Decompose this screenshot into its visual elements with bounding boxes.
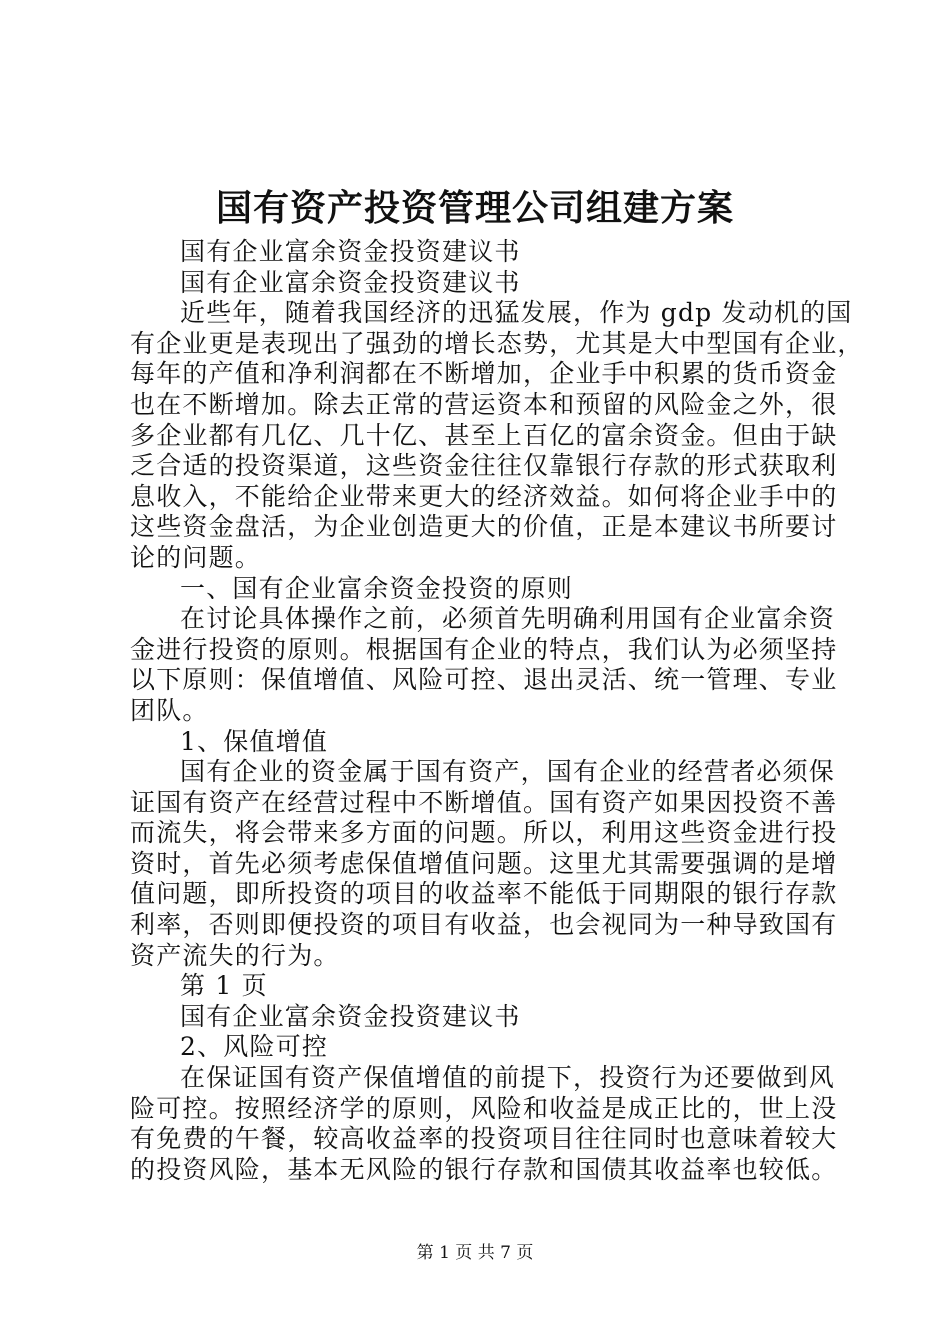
text-line: 国有企业的资金属于国有资产，国有企业的经营者必须保 xyxy=(180,757,836,787)
text-line: 的投资风险，基本无风险的银行存款和国债其收益率也较低。 xyxy=(130,1154,838,1184)
document-title: 国有资产投资管理公司组建方案 xyxy=(215,187,734,229)
text-line: 2、风险可控 xyxy=(180,1032,329,1062)
text-line: 险可控。按照经济学的原则，风险和收益是成正比的，世上没 xyxy=(130,1093,838,1123)
text-line: 论的问题。 xyxy=(130,542,262,572)
text-line: 金进行投资的原则。根据国有企业的特点，我们认为必须坚持 xyxy=(130,634,838,664)
text-line: 近些年，随着我国经济的迅猛发展，作为 gdp 发动机的国 xyxy=(180,298,853,328)
text-line: 值问题，即所投资的项目的收益率不能低于同期限的银行存款 xyxy=(130,879,838,909)
text-line: 国有企业富余资金投资建议书 xyxy=(180,237,521,266)
text-line: 第 1 页 xyxy=(180,971,268,1001)
text-line: 资产流失的行为。 xyxy=(130,940,340,970)
text-line: 而流失，将会带来多方面的问题。所以，利用这些资金进行投 xyxy=(130,818,838,848)
text-line: 资时，首先必须考虑保值增值问题。这里尤其需要强调的是增 xyxy=(130,848,838,878)
text-line: 乏合适的投资渠道，这些资金往往仅靠银行存款的形式获取利 xyxy=(130,451,838,481)
text-line: 在保证国有资产保值增值的前提下，投资行为还要做到风 xyxy=(180,1063,836,1093)
text-line: 也在不断增加。除去正常的营运资本和预留的风险金之外，很 xyxy=(130,389,838,419)
text-line: 团队。 xyxy=(130,695,209,725)
text-line: 国有企业富余资金投资建议书 xyxy=(180,267,521,297)
text-line: 有企业更是表现出了强劲的增长态势，尤其是大中型国有企业， xyxy=(130,328,864,358)
text-line: 一、国有企业富余资金投资的原则 xyxy=(180,573,574,603)
page-footer: 第 1 页 共 7 页 xyxy=(416,1243,534,1263)
text-line: 利率，否则即便投资的项目有收益，也会视同为一种导致国有 xyxy=(130,910,838,940)
document-body xyxy=(130,237,864,1185)
text-line: 每年的产值和净利润都在不断增加，企业手中积累的货币资金 xyxy=(130,359,838,389)
text-line: 证国有资产在经营过程中不断增值。国有资产如果因投资不善 xyxy=(130,787,838,817)
text-line: 息收入，不能给企业带来更大的经济效益。如何将企业手中的 xyxy=(130,481,838,511)
text-line: 多企业都有几亿、几十亿、甚至上百亿的富余资金。但由于缺 xyxy=(130,420,838,450)
text-line: 有免费的午餐，较高收益率的投资项目往往同时也意味着较大 xyxy=(130,1124,838,1154)
text-line: 1、保值增值 xyxy=(180,726,329,756)
text-line: 这些资金盘活，为企业创造更大的价值，正是本建议书所要讨 xyxy=(130,512,838,542)
text-line: 国有企业富余资金投资建议书 xyxy=(180,1001,521,1031)
text-line: 在讨论具体操作之前，必须首先明确利用国有企业富余资 xyxy=(180,604,836,634)
text-line: 以下原则：保值增值、风险可控、退出灵活、统一管理、专业 xyxy=(130,665,838,695)
